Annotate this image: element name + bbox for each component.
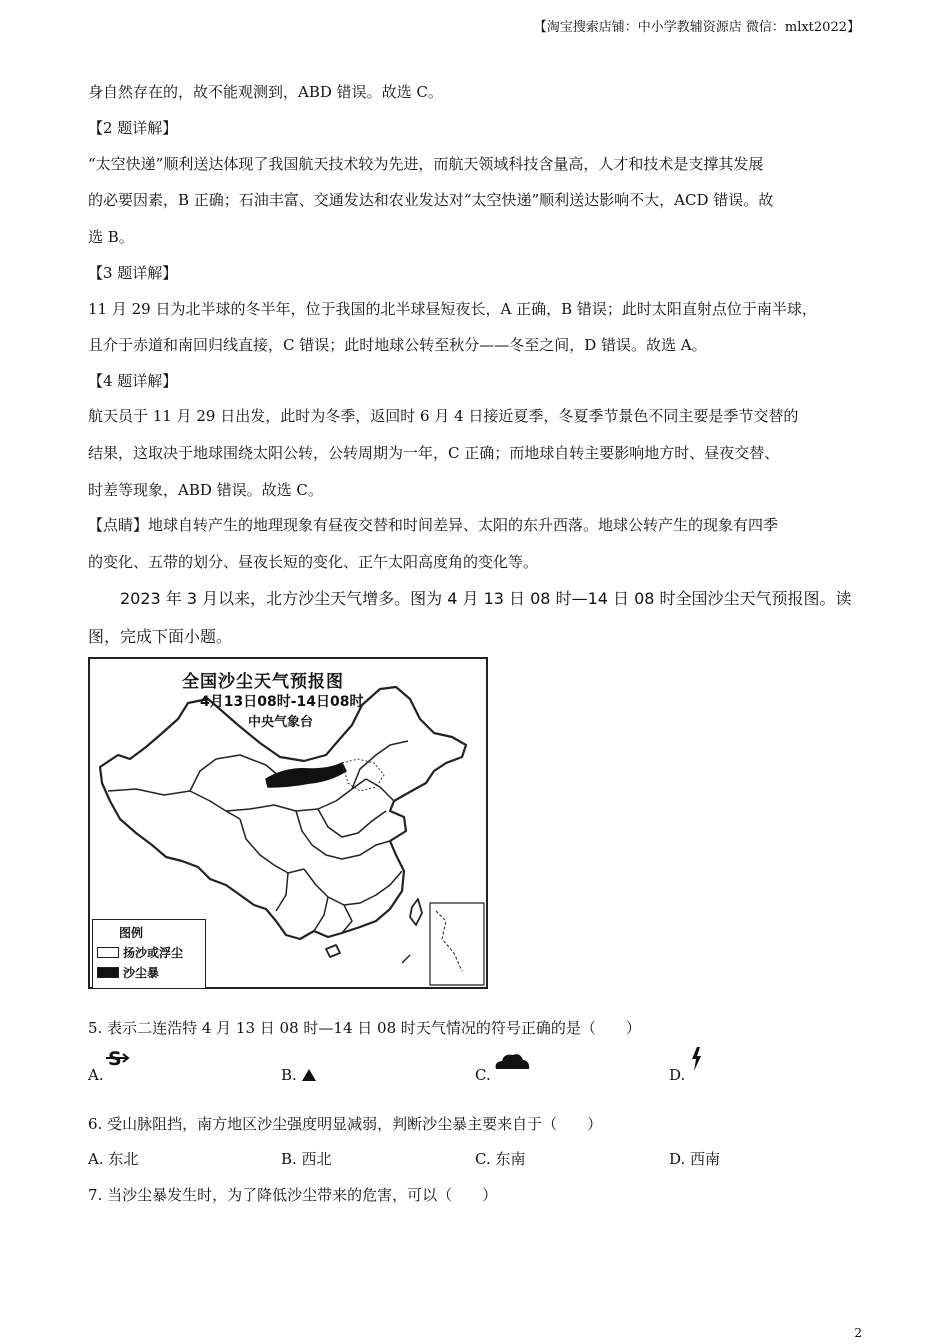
answer-line: 选 B。 [88,228,134,246]
answer-line: 的必要因素，B 正确；石油丰富、交通发达和农业发达对“太空快递”顺利送达影响不大，ACD 错误。故 [88,191,774,209]
legend-item-floating-dust: 扬沙或浮尘 [97,944,183,961]
dust-storm-symbol-icon [104,1048,132,1070]
q5-option-b[interactable]: B. [281,1066,297,1084]
q6-option-b[interactable]: B. 西北 [281,1150,332,1168]
answer-line: “太空快递”顺利送达体现了我国航天技术较为先进，而航天领域科技含量高，人才和技术是支撑其发展 [88,155,764,173]
dust-storm-swatch [97,967,119,978]
map-source: 中央气象台 [248,715,314,730]
answer-line: 航天员于 11 月 29 日出发，此时为冬季，返回时 6 月 4 日接近夏季，冬夏季节景色不同主要是季节交替的 [88,407,799,425]
q6-option-d[interactable]: D. 西南 [669,1150,721,1168]
question-7-stem: 7. 当沙尘暴发生时，为了降低沙尘带来的危害，可以（ ） [88,1186,498,1204]
q5-option-a[interactable]: A. S [88,1066,104,1084]
dust-forecast-map [88,657,488,989]
svg-text:S: S [108,1048,122,1070]
answer-line: 身自然存在的，故不能观测到，ABD 错误。故选 C。 [88,83,443,101]
answer-line: 结果，这取决于地球围绕太阳公转，公转周期为一年，C 正确；而地球自转主要影响地方时、昼夜交替、 [88,444,780,462]
question-5-stem: 5. 表示二连浩特 4 月 13 日 08 时—14 日 08 时天气情况的符号正确的是（ ） [88,1019,641,1037]
q5-option-d[interactable]: D. [669,1066,685,1084]
legend-item-dust-storm: 沙尘暴 [97,964,159,981]
overcast-cloud-icon [493,1051,531,1071]
section-heading: 【3 题详解】 [88,264,178,282]
lightning-symbol-icon [689,1046,703,1072]
section-heading: 【2 题详解】 [88,119,178,137]
section-heading: 【4 题详解】 [88,372,178,390]
answer-line: 时差等现象，ABD 错误。故选 C。 [88,481,323,499]
map-date: 4月13日08时-14日08时 [200,694,364,710]
page-number: 2 [854,1326,862,1340]
q5-option-c[interactable]: C. [475,1066,491,1084]
map-legend [92,919,206,989]
intro-line: 图，完成下面小题。 [88,627,233,646]
answer-line: 11 月 29 日为北半球的冬半年，位于我国的北半球昼短夜长，A 正确，B 错误；此时太阳直射点位于南半球， [88,300,817,318]
q6-option-a[interactable]: A. 东北 [88,1150,139,1168]
q6-option-c[interactable]: C. 东南 [475,1150,526,1168]
map-title: 全国沙尘天气预报图 [182,672,344,692]
answer-line: 且介于赤道和南回归线直接，C 错误；此时地球公转至秋分——冬至之间，D 错误。故选 A。 [88,336,707,354]
question-6-stem: 6. 受山脉阻挡，南方地区沙尘强度明显减弱，判断沙尘暴主要来自于（ ） [88,1115,603,1133]
floating-dust-swatch [97,947,119,958]
intro-line: 2023 年 3 月以来，北方沙尘天气增多。图为 4 月 13 日 08 时—14 日 08 时全国沙尘天气预报图。读 [120,589,852,608]
tip-line: 【点睛】地球自转产生的地理现象有昼夜交替和时间差异、太阳的东升西落。地球公转产生的现象有四季 [88,516,779,534]
legend-title: 图例 [119,926,144,940]
page-header: 【淘宝搜索店铺：中小学教辅资源店 微信：mlxt2022】 [533,20,860,35]
tip-line: 的变化、五带的划分、昼夜长短的变化、正午太阳高度角的变化等。 [88,553,539,571]
triangle-symbol-icon [301,1068,317,1082]
